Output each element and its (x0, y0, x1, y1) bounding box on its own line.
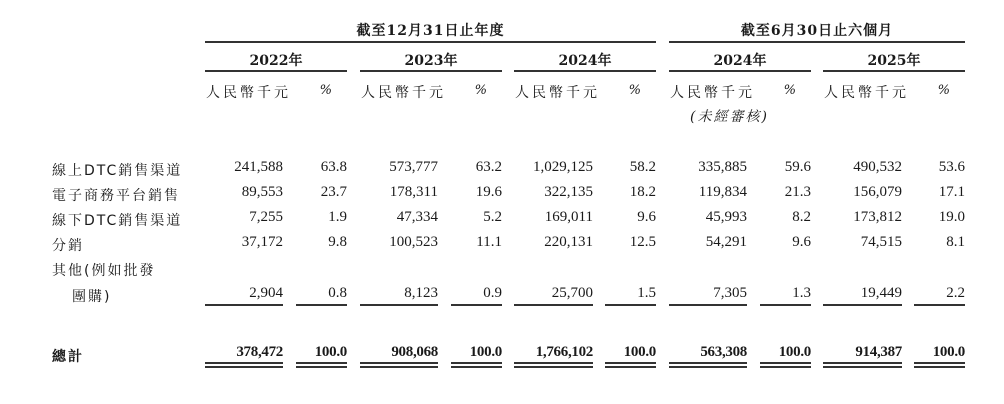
cell-2024h1-rmb: 119,834 (698, 184, 747, 200)
cell-2022-pct: 9.8 (328, 234, 347, 250)
cell-2025h1-rmb: 156,079 (853, 184, 902, 200)
year-divider-2023 (360, 70, 502, 72)
unit-header-2022: 人民幣千元 (206, 85, 291, 101)
pct-header-2022: % (319, 83, 332, 98)
cell-2023-rmb: 8,123 (404, 285, 438, 301)
total-double-rule (823, 362, 902, 368)
cell-2024h1-pct: 1.3 (792, 285, 811, 301)
cell-2023-rmb: 178,311 (389, 184, 438, 200)
total-2025h1-rmb: 914,387 (855, 344, 902, 360)
cell-2023-rmb: 100,523 (389, 234, 438, 250)
cell-2022-pct: 1.9 (328, 209, 347, 225)
cell-2024-pct: 12.5 (629, 234, 656, 250)
cell-2024h1-rmb: 45,993 (705, 209, 747, 225)
cell-2025h1-pct: 8.1 (946, 234, 965, 250)
cell-2024h1-rmb: 7,305 (713, 285, 747, 301)
total-double-rule (296, 362, 347, 368)
cell-2023-rmb: 47,334 (396, 209, 438, 225)
cell-2023-pct: 0.9 (483, 285, 502, 301)
subtotal-rule (205, 304, 283, 306)
cell-2024-pct: 1.5 (637, 285, 656, 301)
cell-2024-rmb: 220,131 (544, 234, 593, 250)
total-2024-pct: 100.0 (623, 344, 656, 360)
pct-header-2024-h1: % (783, 83, 796, 98)
pct-header-2025-h1: % (937, 83, 950, 98)
row-label: 線上DTC銷售渠道 (52, 163, 183, 179)
total-double-rule (669, 362, 747, 368)
pct-header-2023: % (474, 83, 487, 98)
cell-2023-pct: 5.2 (483, 209, 502, 225)
year-header-2024-h1: 2024年 (713, 53, 767, 69)
cell-2024h1-rmb: 54,291 (705, 234, 747, 250)
total-double-rule (205, 362, 283, 368)
year-divider-2024-h1 (669, 70, 811, 72)
row-label: 電子商務平台銷售 (52, 188, 180, 204)
row-label: 線下DTC銷售渠道 (52, 213, 183, 229)
total-2023-pct: 100.0 (469, 344, 502, 360)
row-label-line2: 團購) (72, 289, 112, 305)
total-label: 總計 (52, 349, 84, 365)
cell-2023-pct: 11.1 (476, 234, 502, 250)
cell-2024-pct: 18.2 (629, 184, 656, 200)
row-label: 分銷 (52, 238, 84, 254)
total-double-rule (451, 362, 502, 368)
cell-2022-pct: 63.8 (320, 159, 347, 175)
cell-2024h1-pct: 59.6 (784, 159, 811, 175)
cell-2022-rmb: 7,255 (249, 209, 283, 225)
unit-header-2025-h1: 人民幣千元 (824, 85, 909, 101)
cell-2022-rmb: 241,588 (234, 159, 283, 175)
pct-header-2024: % (628, 83, 641, 98)
group-divider-dec-31 (205, 41, 656, 43)
cell-2022-rmb: 89,553 (241, 184, 283, 200)
total-2025h1-pct: 100.0 (932, 344, 965, 360)
cell-2024-rmb: 322,135 (544, 184, 593, 200)
cell-2025h1-pct: 17.1 (938, 184, 965, 200)
cell-2024h1-pct: 8.2 (792, 209, 811, 225)
subtotal-rule (514, 304, 593, 306)
total-double-rule (760, 362, 811, 368)
cell-2024h1-pct: 9.6 (792, 234, 811, 250)
unit-header-2023: 人民幣千元 (361, 85, 446, 101)
subtotal-rule (451, 304, 502, 306)
row-label-line1: 其他(例如批發 (52, 263, 156, 279)
cell-2022-pct: 23.7 (320, 184, 347, 200)
unit-header-2024-h1: 人民幣千元 (670, 85, 755, 101)
cell-2022-rmb: 37,172 (241, 234, 283, 250)
cell-2023-rmb: 573,777 (389, 159, 438, 175)
subtotal-rule (360, 304, 438, 306)
subtotal-rule (760, 304, 811, 306)
cell-2024-rmb: 169,011 (544, 209, 593, 225)
cell-2023-pct: 63.2 (475, 159, 502, 175)
year-divider-2024 (514, 70, 656, 72)
total-2023-rmb: 908,068 (391, 344, 438, 360)
group-divider-jun-30 (669, 41, 965, 43)
subtotal-rule (669, 304, 747, 306)
subtotal-rule (914, 304, 965, 306)
cell-2023-pct: 19.6 (475, 184, 502, 200)
year-header-2025-h1: 2025年 (867, 53, 921, 69)
cell-2024-rmb: 1,029,125 (533, 159, 593, 175)
cell-2025h1-pct: 53.6 (938, 159, 965, 175)
cell-2024h1-pct: 21.3 (784, 184, 811, 200)
total-double-rule (360, 362, 438, 368)
cell-2025h1-pct: 19.0 (938, 209, 965, 225)
total-2022-pct: 100.0 (314, 344, 347, 360)
cell-2025h1-rmb: 490,532 (853, 159, 902, 175)
total-2024h1-pct: 100.0 (778, 344, 811, 360)
year-header-2022: 2022年 (249, 53, 303, 69)
total-2024h1-rmb: 563,308 (700, 344, 747, 360)
total-2022-rmb: 378,472 (236, 344, 283, 360)
total-double-rule (514, 362, 593, 368)
cell-2022-rmb: 2,904 (249, 285, 283, 301)
unit-header-2024: 人民幣千元 (515, 85, 600, 101)
cell-2025h1-rmb: 19,449 (860, 285, 902, 301)
year-divider-2022 (205, 70, 347, 72)
total-double-rule (605, 362, 656, 368)
year-divider-2025-h1 (823, 70, 965, 72)
total-2024-rmb: 1,766,102 (535, 344, 593, 360)
cell-2025h1-rmb: 74,515 (860, 234, 902, 250)
cell-2025h1-pct: 2.2 (946, 285, 965, 301)
unaudited-note: (未經審核) (690, 109, 769, 125)
cell-2025h1-rmb: 173,812 (853, 209, 902, 225)
year-header-2023: 2023年 (404, 53, 458, 69)
cell-2024-pct: 9.6 (637, 209, 656, 225)
cell-2024h1-rmb: 335,885 (698, 159, 747, 175)
group-header-year-ended-dec-31: 截至12月31日止年度 (356, 23, 505, 39)
subtotal-rule (823, 304, 902, 306)
year-header-2024: 2024年 (558, 53, 612, 69)
cell-2022-pct: 0.8 (328, 285, 347, 301)
subtotal-rule (605, 304, 656, 306)
cell-2024-pct: 58.2 (629, 159, 656, 175)
subtotal-rule (296, 304, 347, 306)
cell-2024-rmb: 25,700 (551, 285, 593, 301)
group-header-six-months-jun-30: 截至6月30日止六個月 (740, 23, 894, 39)
total-double-rule (914, 362, 965, 368)
